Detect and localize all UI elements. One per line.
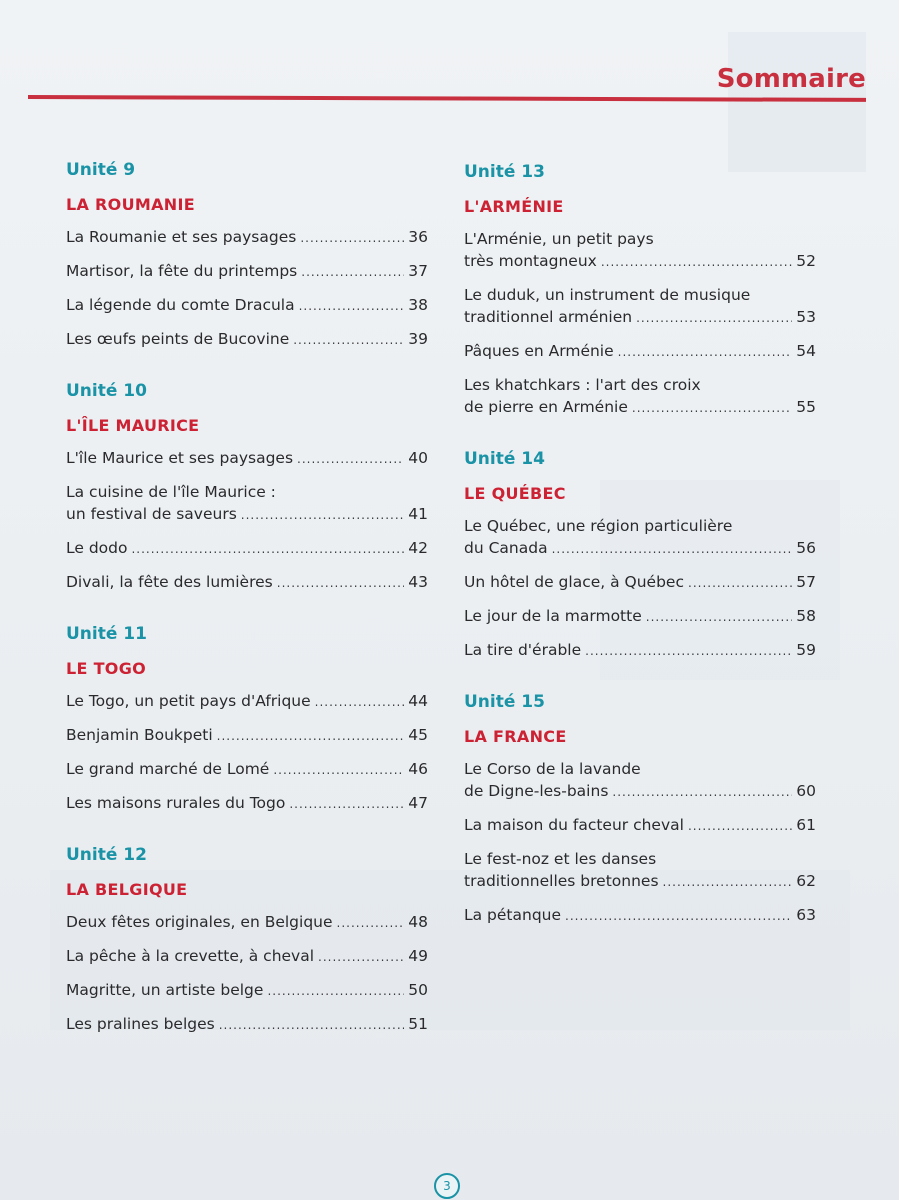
toc-entry-title: La maison du facteur cheval [464,816,684,834]
unit-label: Unité 14 [464,449,545,469]
toc-page-number: 62 [796,872,816,890]
unit-section [66,622,428,815]
toc-column-right [464,160,816,955]
toc-entry[interactable] [464,758,816,803]
toc-page-number: 57 [796,573,816,591]
toc-entry[interactable] [66,537,428,560]
unit-country-heading: LA BELGIQUE [66,880,188,899]
unit-label: Unité 10 [66,381,147,401]
unit-country-heading: LE TOGO [66,659,147,678]
toc-entry[interactable] [66,571,428,594]
unit-section [66,843,428,1036]
unit-country-heading: LA ROUMANIE [66,195,195,214]
toc-page-number: 50 [408,981,428,999]
toc-page-number: 45 [408,726,428,744]
toc-entry-title: Le jour de la marmotte [464,607,642,625]
toc-entry[interactable] [66,724,428,747]
unit-label: Unité 13 [464,162,545,182]
toc-entry-title: La tire d'érable [464,641,582,659]
toc-page-number: 37 [408,262,428,280]
toc-entry-title: de pierre en Arménie [464,398,628,416]
unit-label: Unité 12 [66,845,147,865]
toc-entry-title: Les maisons rurales du Togo [66,794,286,812]
toc-entry-title: Un hôtel de glace, à Québec [464,573,684,591]
toc-entry[interactable] [464,904,816,927]
toc-entry-title: Les pralines belges [66,1015,215,1033]
toc-entry[interactable] [464,228,816,273]
toc-entry[interactable] [464,639,816,662]
page-number-badge: 3 [434,1173,460,1199]
toc-entry-title: La Roumanie et ses paysages [66,228,297,246]
dot-leader [646,606,793,628]
toc-entry-title: Le Corso de la lavande [464,760,641,778]
unit-country-heading: L'ARMÉNIE [464,197,564,216]
toc-entry[interactable] [66,1013,428,1036]
toc-page-number: 38 [408,296,428,314]
toc-entry-title: La légende du comte Dracula [66,296,295,314]
dot-leader [318,946,404,968]
toc-page-number: 36 [408,228,428,246]
toc-entry-title: Le dodo [66,539,128,557]
page-title: Sommaire [716,64,866,94]
dot-leader [585,640,792,662]
toc-entry-title: Le Togo, un petit pays d'Afrique [66,692,311,710]
toc-entry-title: Magritte, un artiste belge [66,981,264,999]
toc-entry-title: Le grand marché de Lomé [66,760,270,778]
toc-entry-title: très montagneux [464,252,597,270]
dot-leader [219,1014,405,1036]
toc-page-number: 51 [408,1015,428,1033]
unit-country-heading: LA FRANCE [464,727,567,746]
toc-entry-title: La pétanque [464,906,562,924]
toc-entry-title: Divali, la fête des lumières [66,573,273,591]
toc-page-number: 48 [408,913,428,931]
toc-entry[interactable] [464,605,816,628]
toc-page-number: 39 [408,330,428,348]
toc-page-number: 46 [408,760,428,778]
dot-leader [277,572,405,594]
toc-entry[interactable] [66,260,428,283]
dot-leader [565,905,792,927]
show-through-image [728,32,866,172]
toc-entry-title: un festival de saveurs [66,505,237,523]
toc-entry[interactable] [464,571,816,594]
toc-page-number: 56 [796,539,816,557]
toc-entry[interactable] [66,226,428,249]
toc-entry[interactable] [464,284,816,329]
dot-leader [293,329,404,351]
toc-page-number: 55 [796,398,816,416]
toc-entry-title: du Canada [464,539,548,557]
toc-entry[interactable] [66,294,428,317]
dot-leader [300,227,404,249]
toc-entry-title: traditionnelles bretonnes [464,872,659,890]
dot-leader [301,261,404,283]
dot-leader [663,871,793,893]
toc-entry[interactable] [464,814,816,837]
unit-label: Unité 11 [66,624,147,644]
toc-entry-title: Les œufs peints de Bucovine [66,330,290,348]
dot-leader [217,725,405,747]
toc-entry-title: Benjamin Boukpeti [66,726,213,744]
toc-page-number: 53 [796,308,816,326]
dot-leader [612,781,792,803]
toc-entry-title: Le fest-noz et les danses [464,850,657,868]
toc-entry-title: traditionnel arménien [464,308,633,326]
dot-leader [241,504,404,526]
toc-page-number: 40 [408,449,428,467]
dot-leader [601,251,792,273]
unit-section [66,158,428,351]
toc-page-number: 54 [796,342,816,360]
toc-entry[interactable] [464,515,816,560]
toc-page-number: 42 [408,539,428,557]
toc-entry[interactable] [66,481,428,526]
unit-label: Unité 9 [66,160,136,180]
toc-entry-title: Le Québec, une région particulière [464,517,733,535]
dot-leader [688,815,792,837]
toc-entry-title: Le duduk, un instrument de musique [464,286,751,304]
toc-entry-title: Pâques en Arménie [464,342,614,360]
dot-leader [299,295,405,317]
unit-country-heading: LE QUÉBEC [464,484,566,503]
unit-section [464,690,816,927]
toc-entry[interactable] [66,979,428,1002]
toc-entry[interactable] [66,328,428,351]
toc-page-number: 43 [408,573,428,591]
toc-page-number: 41 [408,505,428,523]
dot-leader [289,793,404,815]
toc-entry[interactable] [464,848,816,893]
toc-page-number: 60 [796,782,816,800]
toc-page-number: 63 [796,906,816,924]
toc-page-number: 47 [408,794,428,812]
toc-entry-title: Deux fêtes originales, en Belgique [66,913,333,931]
dot-leader [131,538,404,560]
toc-column-left [66,158,428,1064]
unit-section [66,379,428,594]
toc-entry[interactable] [66,447,428,470]
toc-entry-title: Les khatchkars : l'art des croix [464,376,701,394]
toc-entry-title: Martisor, la fête du printemps [66,262,298,280]
toc-page-number: 49 [408,947,428,965]
toc-entry-title: La cuisine de l'île Maurice : [66,483,276,501]
toc-entry-title: L'île Maurice et ses paysages [66,449,294,467]
toc-page-number: 59 [796,641,816,659]
toc-entry[interactable] [464,340,816,363]
toc-entry-title: L'Arménie, un petit pays [464,230,654,248]
dot-leader [315,691,405,713]
dot-leader [632,397,792,419]
unit-section [464,447,816,662]
toc-entry[interactable] [464,374,816,419]
toc-page-number: 58 [796,607,816,625]
dot-leader [618,341,793,363]
toc-entry[interactable] [66,945,428,968]
unit-label: Unité 15 [464,692,545,712]
toc-entry-title: La pêche à la crevette, à cheval [66,947,315,965]
toc-entry[interactable] [66,758,428,781]
dot-leader [636,307,792,329]
dot-leader [297,448,404,470]
toc-entry[interactable] [66,792,428,815]
dot-leader [273,759,404,781]
dot-leader [688,572,792,594]
toc-entry[interactable] [66,911,428,934]
dot-leader [552,538,793,560]
dot-leader [267,980,404,1002]
toc-page-number: 52 [796,252,816,270]
unit-section [464,160,816,419]
dot-leader [337,912,405,934]
toc-entry[interactable] [66,690,428,713]
toc-entry-title: de Digne-les-bains [464,782,609,800]
unit-country-heading: L'ÎLE MAURICE [66,416,200,435]
toc-page-number: 61 [796,816,816,834]
toc-page-number: 44 [408,692,428,710]
